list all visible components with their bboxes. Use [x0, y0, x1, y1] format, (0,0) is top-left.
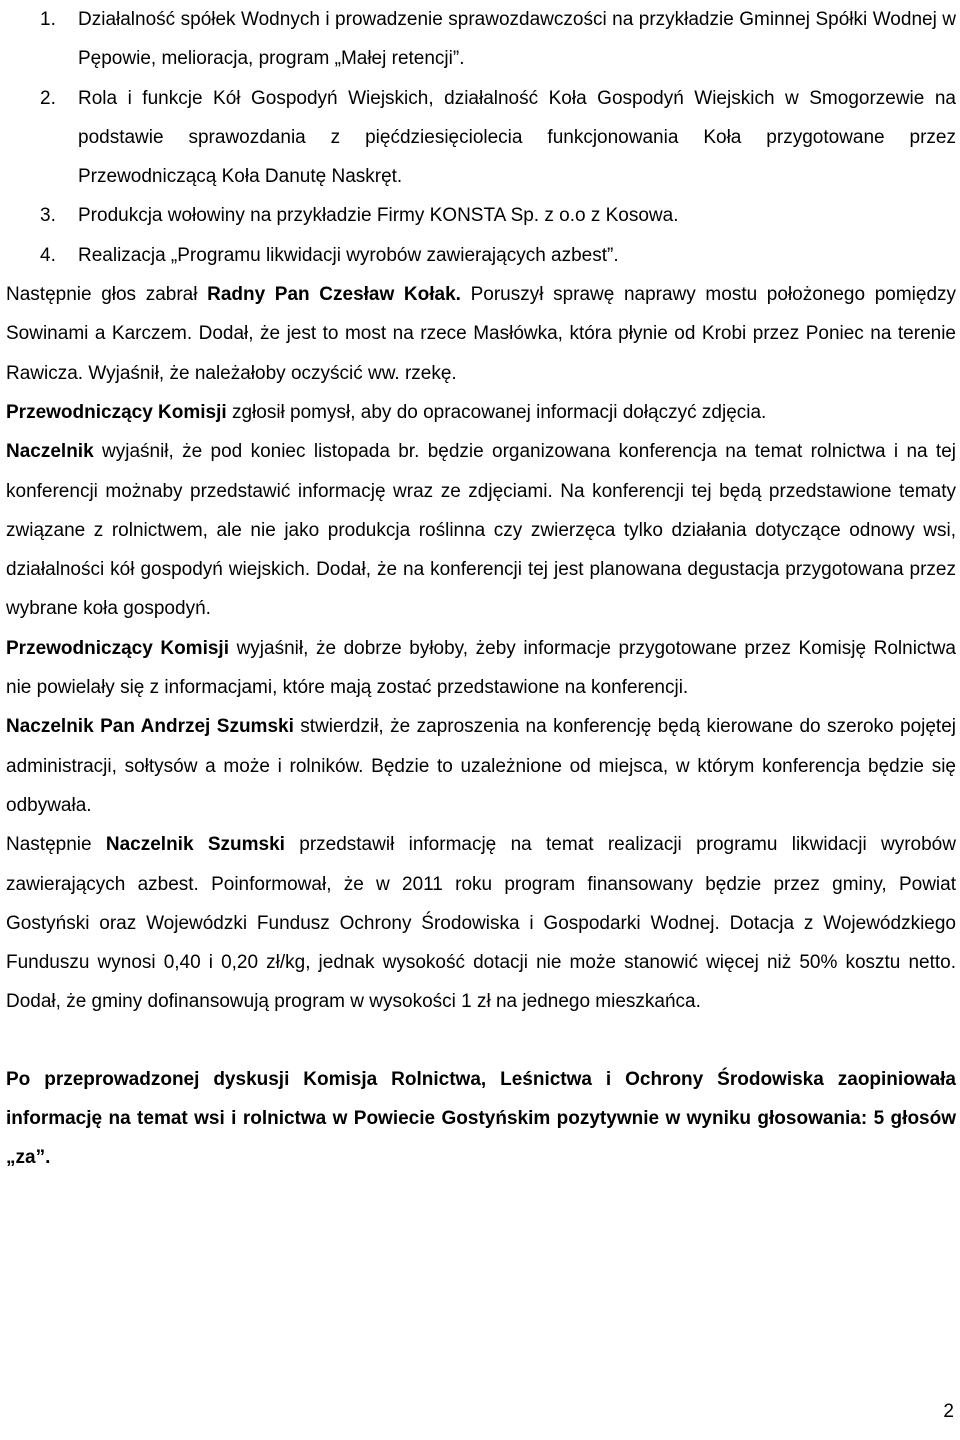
- paragraph-body: zgłosił pomysł, aby do opracowanej informacji dołączyć zdjęcia.: [226, 401, 767, 423]
- speaker-name: Przewodniczący Komisji: [6, 637, 229, 659]
- speaker-name: Naczelnik Szumski: [105, 834, 285, 856]
- paragraph-lead: Następnie: [6, 834, 106, 856]
- agenda-item-number: 2.: [40, 87, 56, 109]
- paragraph-body: wyjaśnił, że pod koniec listopada br. będzie organizowana konferencja na temat rolnictwa i na tej konferencji możnaby przedstawić informację wraz ze zdjęciami. Na konferencji tej będą przedstawione tematy związane z rolnictwem, ale nie jako produkcja roślinna czy zwierzęca tylko działania dotyczące odnowy wsi, działalności kół gospodyń wiejskich. Dodał, że na konferencji tej jest planowana degustacja przygotowana przez wybrane koła gospodyń.: [6, 441, 956, 620]
- paragraph-kolak: [6, 275, 956, 393]
- agenda-item-number: 1.: [40, 9, 56, 30]
- agenda-list: [6, 0, 956, 275]
- speaker-name: Naczelnik: [6, 441, 94, 463]
- paragraph-body: wyjaśnił, że dobrze byłoby, żeby informacje przygotowane przez Komisję Rolnictwa nie powielały się z informacjami, które mają zostać przedstawione na konferencji.: [6, 637, 956, 699]
- agenda-item-4: [6, 236, 956, 275]
- conclusion-paragraph: Po przeprowadzonej dyskusji Komisja Rolnictwa, Leśnictwa i Ochrony Środowiska zaopiniowała informację na temat wsi i rolnictwa w Powiecie Gostyńskim pozytywnie w wyniku głosowania: 5 głosów „za”.: [6, 1068, 956, 1169]
- page-number: 2: [943, 1401, 954, 1422]
- agenda-item-3: [6, 196, 956, 235]
- paragraph-szumski-invitations: [6, 707, 956, 825]
- speaker-name: Radny Pan Czesław Kołak.: [207, 284, 461, 306]
- agenda-item-text: Produkcja wołowiny na przykładzie Firmy KONSTA Sp. z o.o z Kosowa.: [78, 205, 679, 227]
- paragraph-lead: Następnie głos zabrał: [6, 284, 208, 306]
- speaker-name: Przewodniczący Komisji: [6, 401, 227, 423]
- paragraph-chairman-info: [6, 629, 956, 708]
- document-page: [6, 0, 956, 1178]
- agenda-item-1: [6, 0, 956, 79]
- paragraph-body: Poruszył sprawę naprawy mostu położonego pomiędzy Sowinami a Karczem. Dodał, że jest to most na rzece Masłówka, która płynie od Krobi przez Poniec na terenie Rawicza. Wyjaśnił, że należałoby oczyścić ww. rzekę.: [6, 284, 957, 384]
- agenda-item-number: 3.: [40, 205, 56, 227]
- paragraph-body: stwierdził, że zaproszenia na konferencję będą kierowane do szeroko pojętej administracji, sołtysów a może i rolników. Będzie to uzależnione od miejsca, w którym konferencja będzie się odbywała.: [6, 716, 957, 816]
- paragraph-szumski-asbestos: [6, 825, 956, 1021]
- agenda-item-text: Działalność spółek Wodnych i prowadzenie sprawozdawczości na przykładzie Gminnej Spółki Wodnej w Pępowie, melioracja, program „Małej retencji”.: [78, 9, 956, 70]
- speaker-name: Naczelnik Pan Andrzej Szumski: [6, 716, 294, 738]
- paragraph-spacer: [6, 1022, 956, 1060]
- paragraph-chairman-photos: [6, 393, 956, 432]
- paragraph-naczelnik-conference: [6, 432, 956, 628]
- paragraph-body: przedstawił informację na temat realizacji programu likwidacji wyrobów zawierających azbest. Poinformował, że w 2011 roku program finansowany będzie przez gminy, Powiat Gostyński oraz Wojewódzki Fundusz Ochrony Środowiska i Gospodarki Wodnej. Dotacja z Wojewódzkiego Funduszu wynosi 0,40 i 0,20 zł/kg, jednak wysokość dotacji nie może stanowić więcej niż 50% kosztu netto. Dodał, że gminy dofinansowują program w wysokości 1 zł na jednego mieszkańca.: [6, 834, 956, 1013]
- agenda-item-2: [6, 79, 956, 197]
- agenda-item-number: 4.: [40, 244, 56, 266]
- agenda-item-text: Rola i funkcje Kół Gospodyń Wiejskich, działalność Koła Gospodyń Wiejskich w Smogorzewie na podstawie sprawozdania z pięćdziesięciolecia funkcjonowania Koła przygotowane przez Przewodniczącą Koła Danutę Naskręt.: [78, 87, 956, 188]
- agenda-item-text: Realizacja „Programu likwidacji wyrobów zawierających azbest”.: [78, 244, 619, 266]
